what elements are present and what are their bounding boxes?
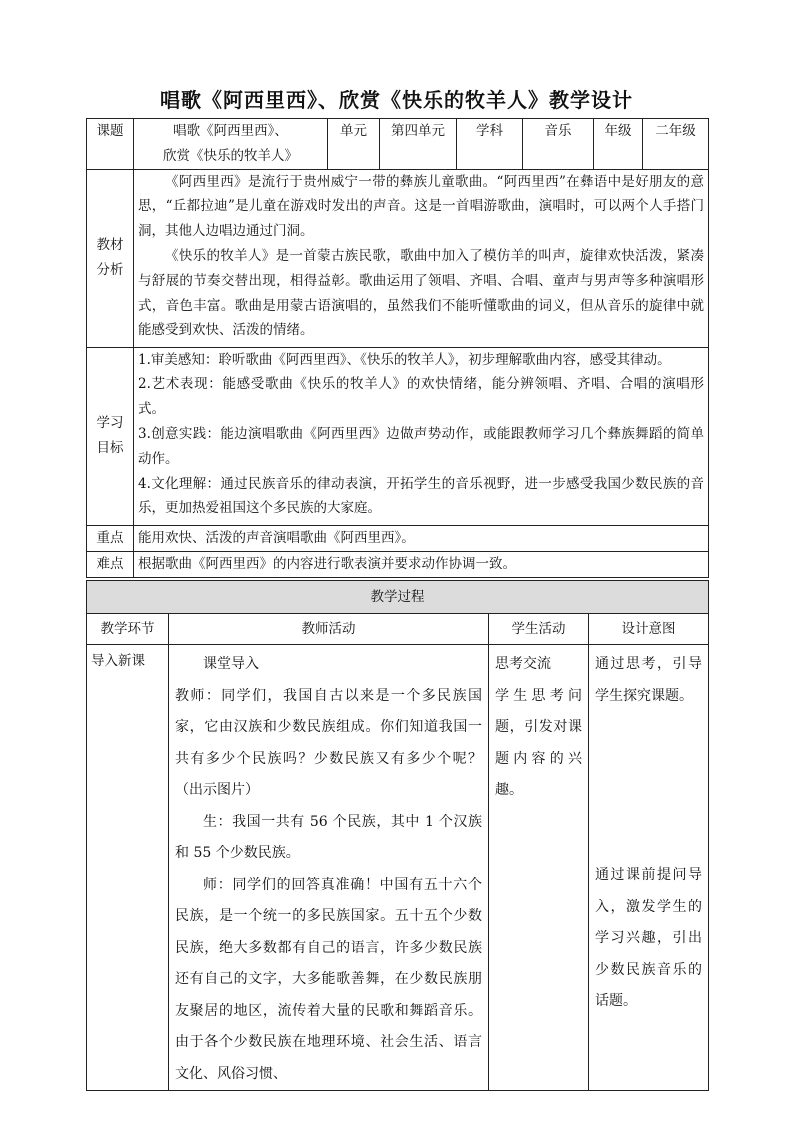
subject-label: 学科 — [457, 119, 523, 170]
stage-cell: 导入新课 — [87, 645, 169, 1091]
student-activity-cell — [489, 645, 589, 1091]
difficulty-text: 根据歌曲《阿西里西》的内容进行歌表演并要求动作协调一致。 — [134, 551, 709, 577]
page-title: 唱歌《阿西里西》、欣赏《快乐的牧羊人》教学设计 — [160, 88, 633, 112]
teacher-paragraph: 师：同学们的回答真准确！中国有五十六个民族，是一个统一的多民族国家。五十五个少数民族，绝大多数都有自己的语言，许多少数民族还有自己的文字，大多能歌善舞，在少数民族朋友聚居的地区，流传着大量的民歌和舞蹈音乐。由于各个少数民族在地理环境、社会生活、语言文化、风俗习惯、 — [175, 876, 482, 1082]
lesson-name — [134, 119, 328, 170]
objective-item: 1.审美感知：聆听歌曲《阿西里西》、《快乐的牧羊人》，初步理解歌曲内容，感受其律动。 — [138, 351, 671, 368]
teacher-heading: 课堂导入 — [203, 656, 259, 672]
analysis-label-line1: 教材 — [96, 237, 124, 254]
lesson-name-line2: 欣赏《快乐的牧羊人》 — [163, 147, 298, 164]
student-heading: 思考交流 — [495, 656, 551, 672]
intent-paragraph: 通过课前提问导入，激发学生的学习兴趣，引出少数民族音乐的话题。 — [595, 867, 702, 1009]
teacher-activity-cell — [169, 645, 489, 1091]
subject-value: 音乐 — [523, 119, 594, 170]
intent-cell — [589, 645, 709, 1091]
col-teacher-header: 教师活动 — [169, 614, 489, 645]
lesson-label: 课题 — [87, 119, 134, 170]
analysis-paragraph: 《阿西里西》是流行于贵州威宁一带的彝族儿童歌曲。“阿西里西”在彝语中是好朋友的意思，“丘都拉迪”是儿童在游戏时发出的声音。这是一首唱游歌曲，演唱时，可以两个人手搭门洞，其他人边唱边通过门洞。 — [138, 173, 704, 240]
objectives-label-line2: 目标 — [96, 440, 124, 457]
grade-value: 二年级 — [643, 119, 709, 170]
teaching-process-table — [86, 580, 709, 1091]
objectives-content — [134, 347, 709, 525]
difficulty-label: 难点 — [87, 551, 134, 577]
objectives-label — [87, 347, 134, 525]
lesson-name-line1: 唱歌《阿西里西》、 — [173, 123, 288, 139]
objectives-label-line1: 学习 — [96, 415, 124, 432]
grade-label: 年级 — [594, 119, 643, 170]
col-stage-header: 教学环节 — [87, 614, 169, 645]
analysis-label-line2: 分析 — [96, 262, 124, 279]
student-paragraph: 学生思考问题，引发对课题内容的兴趣。 — [495, 687, 582, 798]
analysis-paragraph: 《快乐的牧羊人》是一首蒙古族民歌，歌曲中加入了模仿羊的叫声，旋律欢快活泼，紧凑与舒展的节奏交替出现，相得益彰。歌曲运用了领唱、齐唱、合唱、童声与男声等多种演唱形式，音色丰富。歌曲是用蒙古语演唱的，虽然我们不能听懂歌曲的词义，但从音乐的旋律中就能感受到欢快、活泼的情绪。 — [138, 247, 704, 339]
col-student-header: 学生活动 — [489, 614, 589, 645]
objective-item: 3.创意实践：能边演唱歌曲《阿西里西》边做声势动作，或能跟教师学习几个彝族舞蹈的简单动作。 — [138, 425, 704, 467]
objective-item: 2.艺术表现：能感受歌曲《快乐的牧羊人》的欢快情绪，能分辨领唱、齐唱、合唱的演唱形式。 — [138, 376, 704, 418]
key-point-text: 能用欢快、活泼的声音演唱歌曲《阿西里西》。 — [134, 525, 709, 551]
analysis-content — [134, 169, 709, 347]
objective-item: 4.文化理解：通过民族音乐的律动表演，开拓学生的音乐视野，进一步感受我国少数民族的音乐，更加热爱祖国这个多民族的大家庭。 — [138, 475, 704, 517]
intent-paragraph: 通过思考，引导学生探究课题。 — [595, 656, 702, 704]
key-point-label: 重点 — [87, 525, 134, 551]
analysis-label — [87, 169, 134, 347]
unit-value: 第四单元 — [380, 119, 457, 170]
lesson-info-table — [86, 118, 709, 578]
process-heading: 教学过程 — [87, 581, 709, 614]
teacher-paragraph: 生：我国一共有 56 个民族，其中 1 个汉族和 55 个少数民族。 — [175, 813, 482, 861]
col-intent-header: 设计意图 — [589, 614, 709, 645]
teacher-paragraph: 教师：同学们，我国自古以来是一个多民族国家，它由汉族和少数民族组成。你们知道我国一共有多少个民族吗？少数民族又有多少个呢？（出示图片） — [175, 687, 482, 798]
unit-label: 单元 — [328, 119, 380, 170]
